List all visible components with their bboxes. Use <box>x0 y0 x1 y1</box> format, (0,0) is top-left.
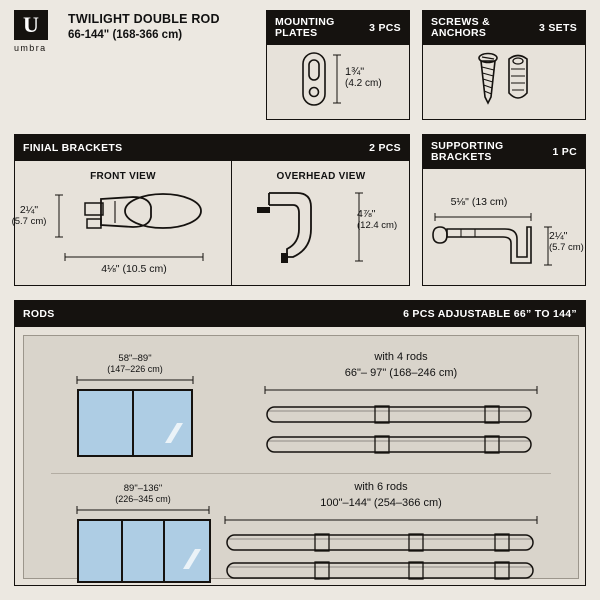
row2-window-illustration <box>77 519 211 583</box>
umbra-logo <box>14 10 56 54</box>
row1-caption: with 4 rods <box>374 351 428 363</box>
supporting-brackets-qty: 1 PC <box>552 146 577 158</box>
supporting-bracket-width-dimension-line <box>431 211 535 223</box>
mounting-plates-panel <box>266 10 410 120</box>
supporting-brackets-title: SUPPORTING BRACKETS <box>431 139 504 163</box>
rods-qty: 6 PCS ADJUSTABLE 66” TO 144” <box>403 308 577 320</box>
screw-and-anchor-illustration <box>423 45 585 119</box>
finial-front-width-dimension-line <box>61 251 207 263</box>
row2-span-dimension-line <box>221 515 541 525</box>
product-title: TWILIGHT DOUBLE ROD <box>68 12 220 26</box>
product-subtitle: 66-144" (168-366 cm) <box>68 29 183 41</box>
row1-rod-assembly-illustration <box>263 403 539 461</box>
row1-window-size-text: 58"–89" (147–226 cm) <box>107 353 163 374</box>
mounting-plates-figure <box>267 45 409 119</box>
screws-anchors-qty: 3 SETS <box>539 22 577 34</box>
glass-shine-icon <box>163 421 185 445</box>
screws-anchors-header <box>423 11 585 45</box>
supporting-bracket-height-text: 2¼" (5.7 cm) <box>549 230 584 253</box>
finial-overhead-depth-text: 4⅞" (12.4 cm) <box>357 208 398 231</box>
rods-body <box>15 327 585 585</box>
rods-panel <box>14 300 586 586</box>
row2-caption: with 6 rods <box>354 481 408 493</box>
mounting-plate-dimension: 1¾" (4.2 cm) <box>345 66 382 89</box>
finial-front-height-text: 2¼" (5.7 cm) <box>11 204 47 227</box>
mounting-plates-header <box>267 11 409 45</box>
front-view-label: FRONT VIEW <box>90 171 156 182</box>
supporting-brackets-header <box>423 135 585 169</box>
finial-brackets-header <box>15 135 409 161</box>
supporting-brackets-figure <box>423 169 585 285</box>
product-header <box>14 10 254 64</box>
supporting-bracket-width-text: 5⅛" (13 cm) <box>450 196 508 208</box>
row1-window-illustration <box>77 389 193 457</box>
finial-overhead-view-illustration <box>253 187 343 267</box>
window-mullion <box>163 521 165 581</box>
window-mullion <box>121 521 123 581</box>
screws-anchors-panel <box>422 10 586 120</box>
row2-window-size-text: 89"–136" (226–345 cm) <box>115 483 171 504</box>
row2-rod-assembly-illustration <box>223 531 541 587</box>
logo-wordmark: umbra <box>14 43 47 53</box>
screws-anchors-title: SCREWS & ANCHORS <box>431 15 490 39</box>
mounting-plates-title: MOUNTING PLATES <box>275 15 335 39</box>
row1-span-dimension-line <box>261 385 541 395</box>
glass-shine-icon <box>181 547 203 571</box>
finial-front-width-text: 4⅛" (10.5 cm) <box>101 263 167 275</box>
finial-brackets-qty: 2 PCS <box>369 142 401 154</box>
row2-span-text: 100"–144" (254–366 cm) <box>320 497 442 509</box>
supporting-brackets-panel <box>422 134 586 286</box>
supporting-bracket-illustration <box>431 223 537 269</box>
finial-brackets-title: FINIAL BRACKETS <box>23 141 123 154</box>
finial-front-view-illustration <box>71 189 221 247</box>
rows-divider <box>51 473 551 474</box>
row1-span-text: 66"– 97" (168–246 cm) <box>344 367 458 379</box>
screws-anchors-figure <box>423 45 585 119</box>
finial-brackets-figures <box>11 161 409 285</box>
logo-letter: U <box>14 10 48 40</box>
finial-brackets-panel <box>11 134 410 286</box>
rods-header <box>15 301 585 327</box>
rods-title: RODS <box>23 307 55 320</box>
row2-window-dimension-line <box>73 505 213 515</box>
row1-window-dimension-line <box>73 375 197 385</box>
overhead-view-label: OVERHEAD VIEW <box>276 171 366 182</box>
window-mullion <box>132 391 134 455</box>
mounting-plates-qty: 3 PCS <box>369 22 401 34</box>
